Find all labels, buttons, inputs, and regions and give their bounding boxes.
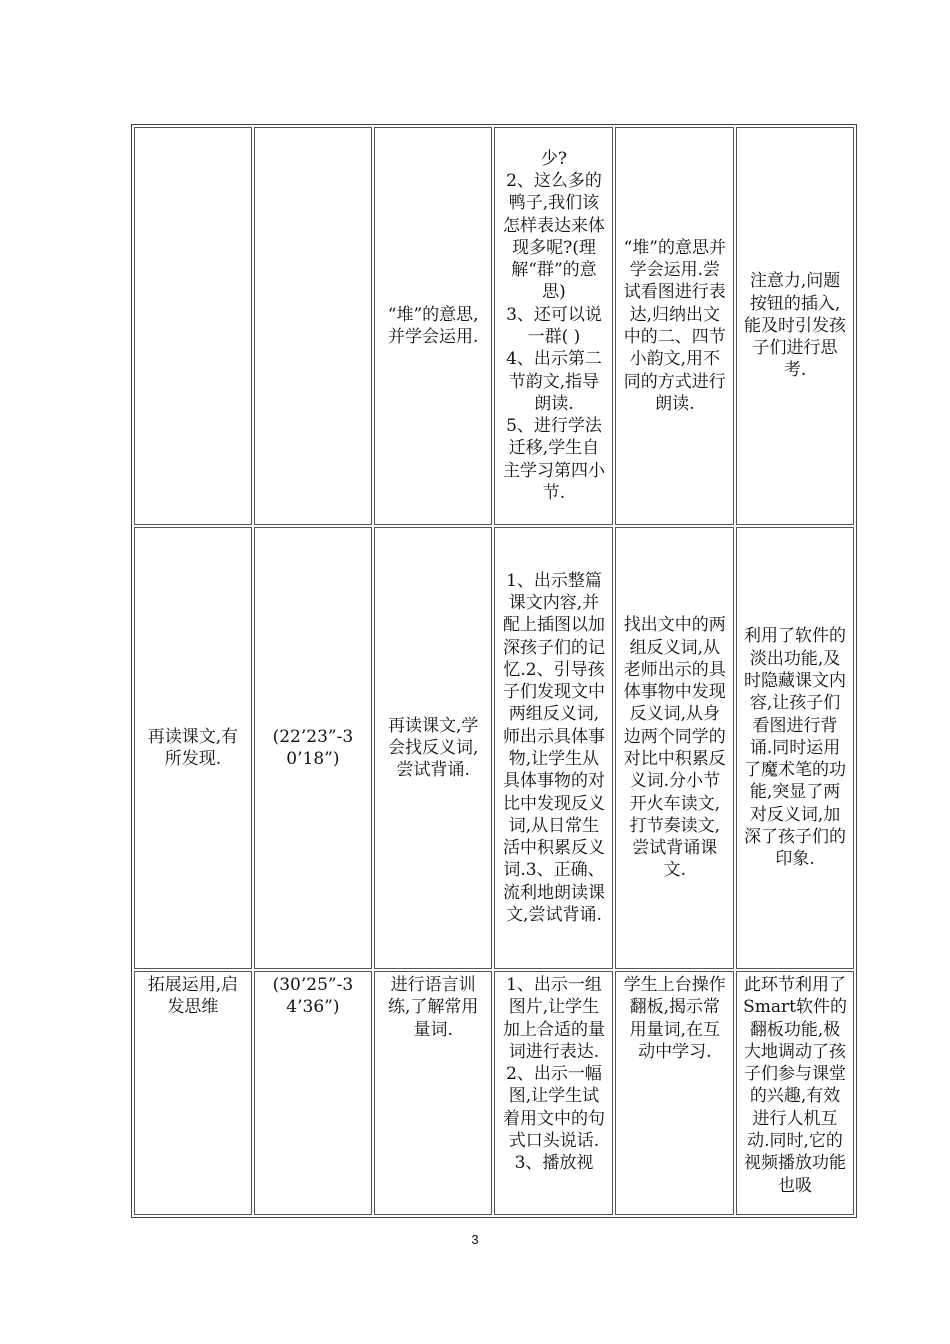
lesson-plan-table <box>131 124 857 1218</box>
goal-cell: “堆”的意思,并学会运用. <box>374 127 493 525</box>
teacher-activity-cell: 1、出示整篇课文内容,并配上插图以加深孩子们的记忆.2、引导孩子们发现文中两组反义词,师出示具体事物,让学生从具体事物的对比中发现反义词,从日常生活中积累反义词.3、正确、流利地朗读课文,尝试背诵. <box>494 527 613 969</box>
time-cell: (22’23”-30’18”) <box>254 527 372 969</box>
design-intent-cell: 利用了软件的淡出功能,及时隐藏课文内容,让孩子们看图进行背诵.同时运用了魔术笔的功能,突显了两对反义词,加深了孩子们的印象. <box>736 527 854 969</box>
stage-cell <box>134 127 252 525</box>
teacher-activity-cell: 少? 2、这么多的鸭子,我们该怎样表达来体现多呢?(理解“群”的意思) 3、还可以说一群( ) 4、出示第二节韵文,指导朗读. 5、进行学法迁移,学生自主学习第四小节. <box>494 127 613 525</box>
table-row <box>134 971 854 1215</box>
time-cell <box>254 127 372 525</box>
goal-cell: 进行语言训练,了解常用量词. <box>374 971 493 1215</box>
goal-cell: 再读课文,学会找反义词,尝试背诵. <box>374 527 493 969</box>
table-row <box>134 527 854 969</box>
student-activity-cell: 学生上台操作翻板,揭示常用量词,在互动中学习. <box>615 971 734 1215</box>
stage-cell: 拓展运用,启发思维 <box>134 971 252 1215</box>
teacher-activity-cell: 1、出示一组图片,让学生加上合适的量词进行表达. 2、出示一幅图,让学生试着用文中的句式口头说话. 3、播放视 <box>494 971 613 1215</box>
stage-cell: 再读课文,有所发现. <box>134 527 252 969</box>
design-intent-cell: 此环节利用了Smart软件的翻板功能,极大地调动了孩子们参与课堂的兴趣,有效进行人机互动.同时,它的视频播放功能也吸 <box>736 971 854 1215</box>
page-number: 3 <box>471 1232 479 1247</box>
student-activity-cell: “堆”的意思并学会运用.尝试看图进行表达,归纳出文中的二、四节小韵文,用不同的方式进行朗读. <box>615 127 734 525</box>
design-intent-cell: 注意力,问题按钮的插入,能及时引发孩子们进行思考. <box>736 127 854 525</box>
time-cell: (30’25”-34’36”) <box>254 971 372 1215</box>
student-activity-cell: 找出文中的两组反义词,从老师出示的具体事物中发现反义词,从身边两个同学的对比中积累反义词.分小节开火车读文,打节奏读文,尝试背诵课文. <box>615 527 734 969</box>
table-row <box>134 127 854 525</box>
